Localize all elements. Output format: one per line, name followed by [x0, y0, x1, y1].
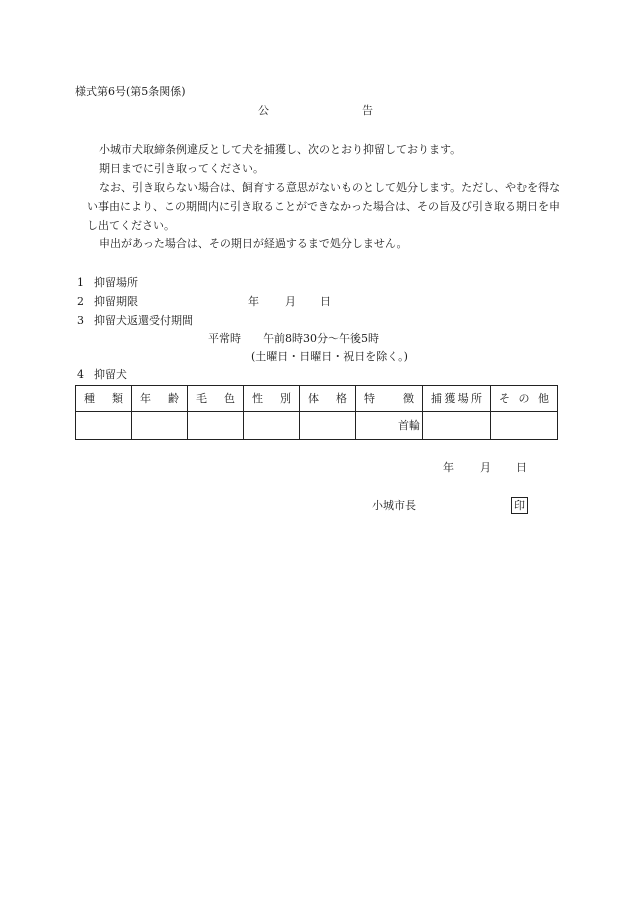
item-4-number: 4: [77, 368, 84, 381]
cell-sex: [244, 412, 300, 440]
issuer-name: 小城市長: [372, 499, 416, 512]
cell-age: [132, 412, 188, 440]
reception-hours: 平常時 午前8時30分〜午後5時: [208, 332, 379, 345]
deadline-month-unit: 月: [285, 295, 296, 308]
issue-year-unit: 年: [443, 461, 454, 474]
item-4-label: 抑留犬: [94, 368, 127, 381]
header-age: 年齢: [132, 386, 188, 412]
cell-type: [76, 412, 132, 440]
seal-mark: 印: [511, 497, 528, 514]
header-sex: 性別: [244, 386, 300, 412]
item-2-number: 2: [77, 295, 84, 308]
issue-month-unit: 月: [480, 461, 491, 474]
header-build: 体格: [300, 386, 356, 412]
item-1-number: 1: [77, 276, 84, 289]
deadline-day-unit: 日: [320, 295, 331, 308]
notice-paragraph-1: 小城市犬取締条例違反として犬を捕獲し、次のとおり抑留しております。: [99, 143, 462, 156]
cell-other: [491, 412, 558, 440]
item-3-label: 抑留犬返還受付期間: [94, 314, 193, 327]
header-capture-place: 捕獲場所: [423, 386, 491, 412]
deadline-year-unit: 年: [248, 295, 259, 308]
issue-day-unit: 日: [516, 461, 527, 474]
cell-build: [300, 412, 356, 440]
reception-hours-note: (土曜日・日曜日・祝日を除く。): [251, 350, 408, 363]
header-other: その他: [491, 386, 558, 412]
form-number: 様式第6号(第5条関係): [75, 85, 186, 98]
cell-capture-place: [423, 412, 491, 440]
item-1-label: 抑留場所: [94, 276, 138, 289]
cell-coat-color: [188, 412, 244, 440]
notice-paragraph-2: 期日までに引き取ってください。: [99, 162, 264, 175]
table-header-row: [76, 386, 558, 412]
title-char-1: 公: [258, 104, 269, 117]
title-char-2: 告: [362, 104, 373, 117]
notice-paragraph-3: なお、引き取らない場合は、飼育する意思がないものとして処分します。ただし、やむを得ない事由により、この期間内に引き取ることができなかった場合は、その旨及び引き取る期日を申し出てください。: [87, 181, 561, 232]
item-2-label: 抑留期限: [94, 295, 138, 308]
detained-dog-table: [75, 385, 558, 440]
item-3-number: 3: [77, 314, 84, 327]
header-features: 特徴: [356, 386, 423, 412]
table-row: [76, 412, 558, 440]
notice-paragraph-4: 申出があった場合は、その期日が経過するまで処分しません。: [99, 237, 408, 250]
header-type: 種類: [76, 386, 132, 412]
cell-features-collar: 首輪: [356, 412, 423, 440]
header-coat-color: 毛色: [188, 386, 244, 412]
